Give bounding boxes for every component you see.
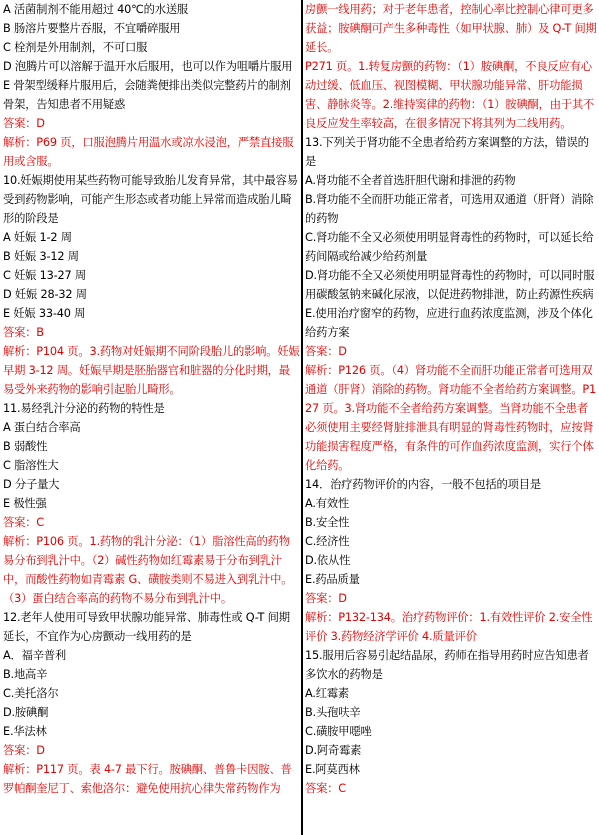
question-text: A．福辛普利 xyxy=(3,649,67,662)
question-text: B 弱酸性 xyxy=(3,440,48,453)
question-text: 15.服用后容易引起结晶尿，药师在指导用药时应告知患者多饮水的药物是 xyxy=(305,649,589,681)
question-text: E.使用治疗窗窄的药物，应进行血药浓度监测，涉及个体化给药方案 xyxy=(305,307,593,339)
question-text: E.药品质量 xyxy=(305,573,360,586)
question-text: C 栓剂是外用制剂，不可口服 xyxy=(3,41,148,54)
question-text: D 妊娠 28-32 周 xyxy=(3,288,87,301)
right-column xyxy=(305,0,597,798)
question-text: A.有效性 xyxy=(305,497,350,510)
question-text: D 分子量大 xyxy=(3,478,60,491)
question-text: B.肾功能不全而肝功能正常者，可选用双通道（肝肾）消除的药物 xyxy=(305,193,594,225)
question-text: A 蛋白结合率高 xyxy=(3,421,81,434)
answer-line: 答案：D xyxy=(305,345,347,358)
question-text: E 妊娠 33-40 周 xyxy=(3,307,86,320)
question-text: A 活菌制剂不能用超过 40℃的水送服 xyxy=(3,3,189,16)
question-text: C 妊娠 13-27 周 xyxy=(3,269,86,282)
question-text: 13.下列关于肾功能不全患者给药方案调整的方法，错误的是 xyxy=(305,136,589,168)
answer-line: 答案：C xyxy=(3,516,44,529)
question-text: E 骨架型缓释片服用后，会随粪便排出类似完整药片的制剂骨架，告知患者不用疑惑 xyxy=(3,79,291,111)
explanation-text: 解析：P132-134。治疗药物评价：1.有效性评价 2.安全性评价 3.药物经济学评价 4.质量评价 xyxy=(305,611,593,643)
question-text: 11.易经乳汁分泌的药物的特性是 xyxy=(3,402,165,415)
question-text: D.依从性 xyxy=(305,554,351,567)
answer-line: 答案：D xyxy=(3,744,45,757)
question-text: B.地高辛 xyxy=(3,668,48,681)
answer-line: 答案：D xyxy=(3,117,45,130)
question-text: 14．治疗药物评价的内容，一般不包括的项目是 xyxy=(305,478,541,491)
explanation-text: 房颤一线用药；对于老年患者，控制心率比控制心律可更多获益；胺碘酮可产生多种毒性（如甲状腺、肺）及 Q-T 间期延长。 xyxy=(305,3,597,54)
question-text: E.阿莫西林 xyxy=(305,763,360,776)
question-text: B.安全性 xyxy=(305,516,350,529)
question-text: C.肾功能不全又必须使用明显肾毒性的药物时，可以延长给药间隔或给减少给药剂量 xyxy=(305,231,594,263)
question-text: D 泡腾片可以溶解于温开水后服用，也可以作为咀嚼片服用 xyxy=(3,60,293,73)
question-text: 12.老年人使用可导致甲状腺功能异常、肺毒性或 Q-T 间期延长，不宜作为心房颤动一线用药的是 xyxy=(3,611,290,643)
answer-line: 答案：B xyxy=(3,326,44,339)
question-text: C 脂溶性大 xyxy=(3,459,59,472)
question-text: B 肠溶片要整片吞服，不宜嚼碎服用 xyxy=(3,22,181,35)
column-divider xyxy=(301,0,303,835)
explanation-text: 解析：P69 页，口服泡腾片用温水或凉水浸泡，严禁直接服用或含服。 xyxy=(3,136,294,168)
question-text: B.头孢呋辛 xyxy=(305,706,361,719)
answer-line: 答案：C xyxy=(305,782,346,795)
question-text: A.红霉素 xyxy=(305,687,350,700)
question-text: E 极性强 xyxy=(3,497,47,510)
question-text: D.阿奇霉素 xyxy=(305,744,362,757)
question-text: B 妊娠 3-12 周 xyxy=(3,250,79,263)
explanation-text: 解析：P117 页。表 4-7 最下行。胺碘酮、普鲁卡因胺、普罗帕酮奎尼丁、索他洛尔：避免使用抗心律失常药物作为 xyxy=(3,763,292,795)
explanation-text: P271 页。1.转复房颤的药物：（1）胺碘酮，不良反应有心动过缓、低血压、视图模糊、甲状腺功能异常、肝功能损害、静脉炎等。2.维持窦律的药物：（1）胺碘酮，由于其不良反应发生率较高，在很多情况下将其列为二线用药。 xyxy=(305,60,595,130)
question-text: 10.妊娠期使用某些药物可能导致胎儿发育异常，其中最容易受到药物影响，可能产生形态或者功能上异常而造成胎儿畸形的阶段是 xyxy=(3,174,298,225)
question-text: C.经济性 xyxy=(305,535,350,548)
question-text: C.美托洛尔 xyxy=(3,687,59,700)
explanation-text: 解析：P126 页。（4）肾功能不全而肝功能正常者可选用双通道（肝肾）消除的药物。肾功能不全者给药方案调整。P127 页。3.肾功能不全者给药方案调整。当肾功能不全患者必须使用主要经肾脏排泄具有明显的肾毒性药物时，应按肾功能损害程度严格，有条件的可作血药浓度监测，实行个体化给药。 xyxy=(305,364,597,472)
left-column xyxy=(3,0,300,798)
question-text: A.肾功能不全者首选肝胆代谢和排泄的药物 xyxy=(305,174,516,187)
question-text: A 妊娠 1-2 周 xyxy=(3,231,72,244)
question-text: D.肾功能不全又必须使用明显肾毒性的药物时，可以同时服用碳酸氢钠来碱化尿液，以促进药物排泄，防止药源性疾病 xyxy=(305,269,595,301)
question-text: D.胺碘酮 xyxy=(3,706,49,719)
explanation-text: 解析：P106 页。1.药物的乳汁分泌：（1）脂溶性高的药物易分布到乳汁中。（2）碱性药物如红霉素易于分布到乳汁中，而酸性药物如青霉素 G、磺胺类则不易进入到乳汁中。（3）蛋白结合率高的药物不易分布到乳汁中。 xyxy=(3,535,293,605)
question-text: E.华法林 xyxy=(3,725,47,738)
question-text: C.磺胺甲噁唑 xyxy=(305,725,372,738)
answer-line: 答案：D xyxy=(305,592,347,605)
explanation-text: 解析：P104 页。3.药物对妊娠期不同阶段胎儿的影响。妊娠早期 3-12 周。妊娠早期是胚胎器官和脏器的分化时期，最易受外来药物的影响引起胎儿畸形。 xyxy=(3,345,300,396)
